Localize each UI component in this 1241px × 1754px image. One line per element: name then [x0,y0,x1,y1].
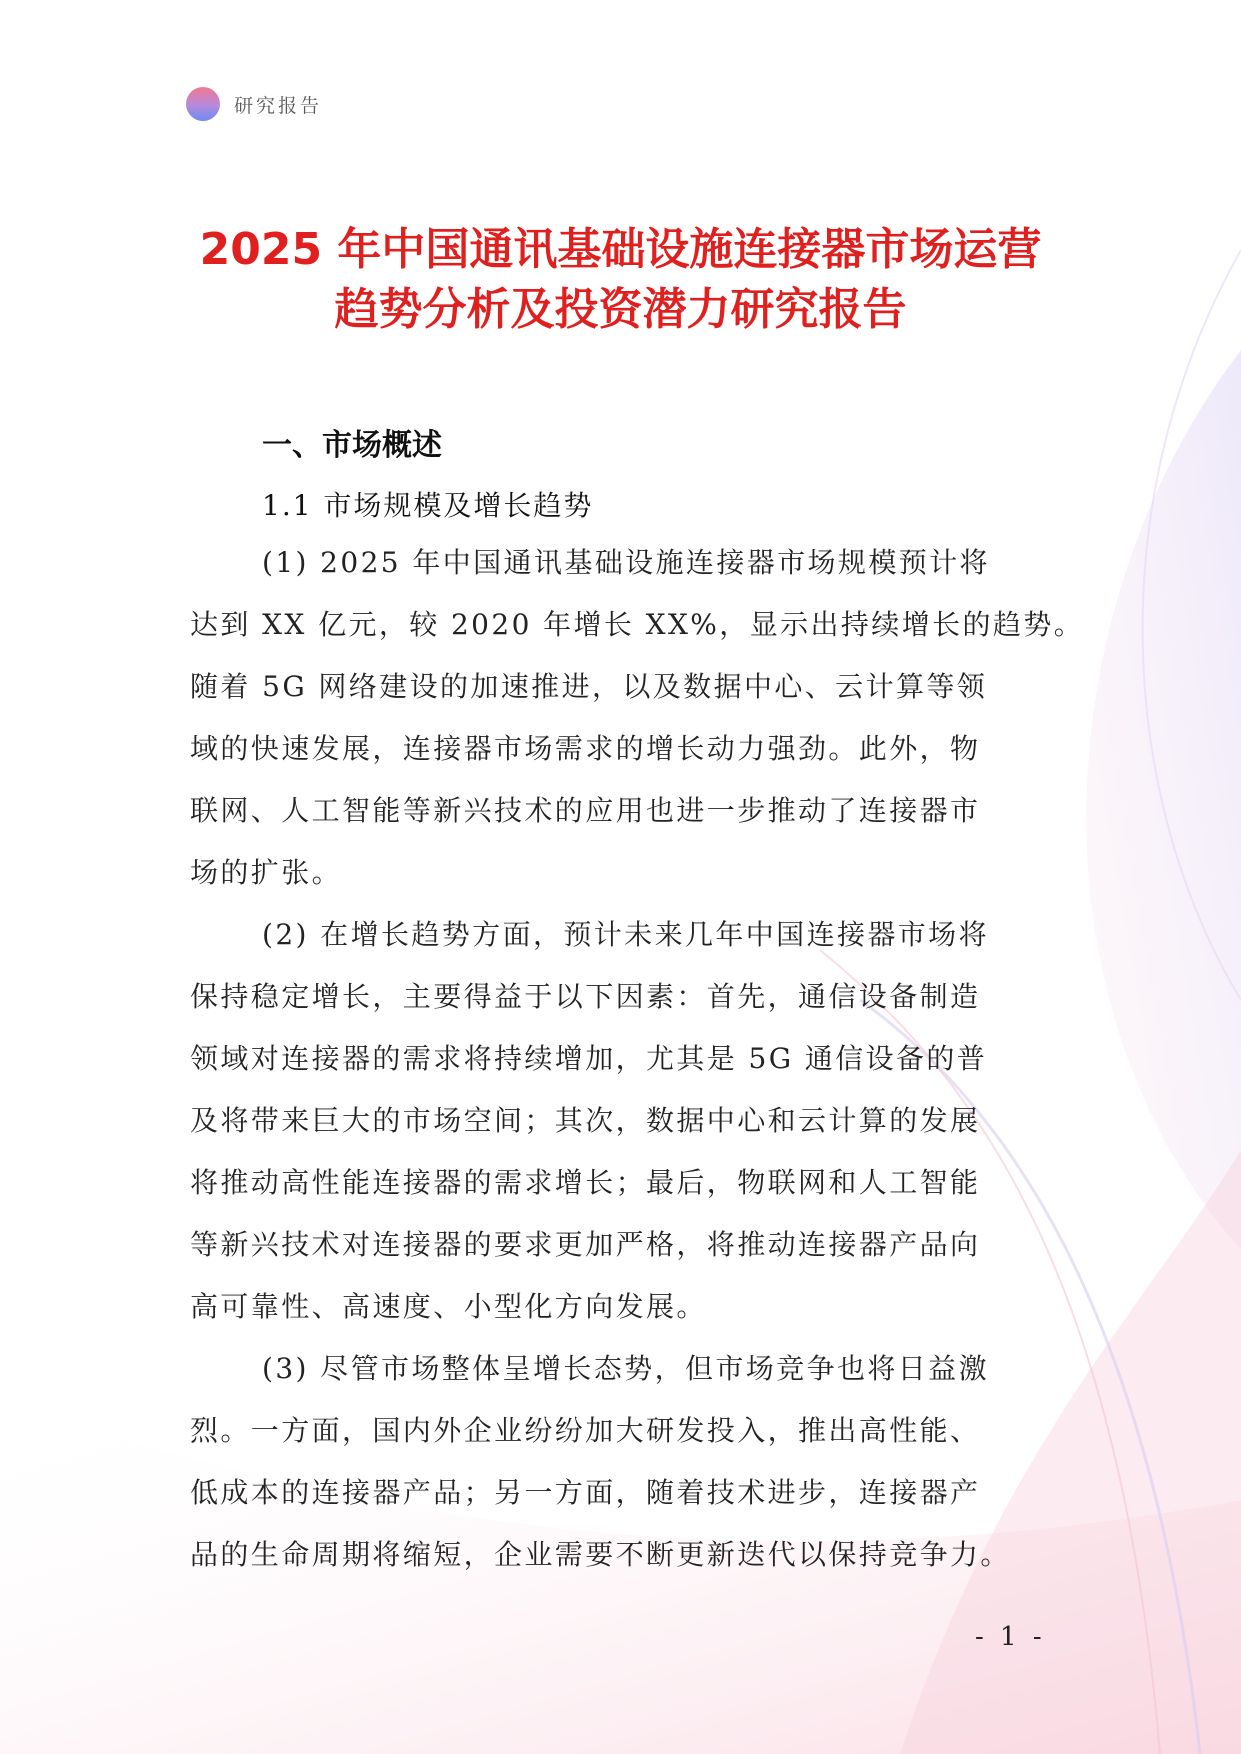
title-line-2: 趋势分析及投资潜力研究报告 [334,284,907,335]
paragraph-line: 等新兴技术对连接器的要求更加严格，将推动连接器产品向 [190,1228,981,1261]
paragraph-line: 及将带来巨大的市场空间；其次，数据中心和云计算的发展 [190,1104,981,1137]
paragraph-3 [190,1338,1070,1586]
page-number: - 1 - [975,1622,1046,1652]
paragraph-line: 低成本的连接器产品；另一方面，随着技术进步，连接器产 [190,1476,981,1509]
paragraph-line: (1) 2025 年中国通讯基础设施连接器市场规模预计将 [262,546,990,579]
section-heading: 一、市场概述 [262,428,442,463]
gradient-circle-logo-icon [186,87,220,121]
paragraph-line: 达到 XX 亿元，较 2020 年增长 XX%，显示出持续增长的趋势。 [190,608,1085,641]
paragraph-2 [190,904,1070,1338]
paragraph-line: 保持稳定增长，主要得益于以下因素：首先，通信设备制造 [190,980,981,1013]
title-line-1: 2025 年中国通讯基础设施连接器市场运营 [199,224,1042,275]
paragraph-line: 领域对连接器的需求将持续增加，尤其是 5G 通信设备的普 [190,1042,988,1075]
paragraph-line: 高可靠性、高速度、小型化方向发展。 [190,1290,707,1323]
paragraph-line: (2) 在增长趋势方面，预计未来几年中国连接器市场将 [262,918,989,951]
paragraph-line: 域的快速发展，连接器市场需求的增长动力强劲。此外，物 [190,732,981,765]
document-title [150,220,1091,340]
paragraph-line: 场的扩张。 [190,856,343,889]
paragraph-line: 品的生命周期将缩短，企业需要不断更新迭代以保持竞争力。 [190,1538,1011,1571]
paragraph-line: 将推动高性能连接器的需求增长；最后，物联网和人工智能 [190,1166,981,1199]
section-subheading: 1.1 市场规模及增长趋势 [262,489,594,522]
paragraph-1 [190,532,1085,904]
paragraph-line: 随着 5G 网络建设的加速推进，以及数据中心、云计算等领 [190,670,988,703]
paragraph-line: (3) 尽管市场整体呈增长态势，但市场竞争也将日益激 [262,1352,989,1385]
paragraph-line: 联网、人工智能等新兴技术的应用也进一步推动了连接器市 [190,794,981,827]
header-label: 研究报告 [234,94,323,117]
report-header [186,86,322,122]
paragraph-line: 烈。一方面，国内外企业纷纷加大研发投入，推出高性能、 [190,1414,981,1447]
